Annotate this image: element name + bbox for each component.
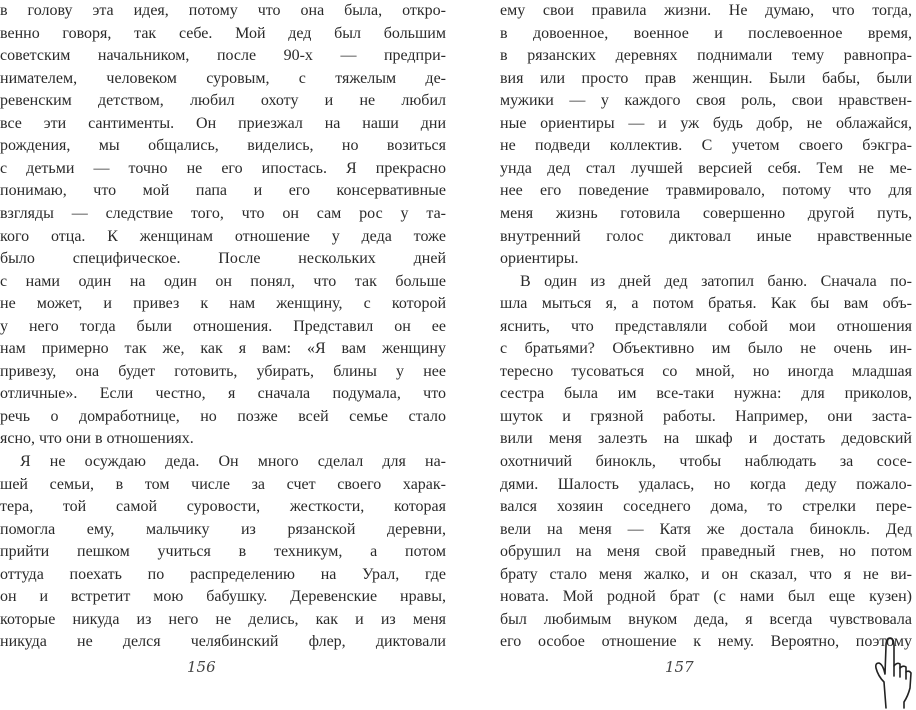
left-page-line: рождения, мы общались, виделись, но возиться xyxy=(0,137,446,155)
left-page-line: у него тогда были отношения. Представил он ее xyxy=(0,317,446,335)
right-page-line: вили меня залезть на шкаф и достать дедовский xyxy=(500,430,912,448)
right-page-line: вели на меня — Катя же достала бинокль. Дед xyxy=(500,520,912,538)
left-page-line: привезу, она будет готовить, убирать, блины у нее xyxy=(0,362,446,380)
left-page-line: которые никуда из него не делись, как и из меня xyxy=(0,610,446,628)
right-page xyxy=(458,0,916,710)
right-page-line: нее его поведение травмировало, потому что для xyxy=(500,182,912,200)
left-page-line: не может, и привез к нам женщину, с которой xyxy=(0,295,446,313)
left-page-line: в голову эта идея, потому что она была, откро- xyxy=(0,2,446,19)
right-page-line: вался хозяин соседнего дома, то стрелки пере- xyxy=(500,498,912,516)
left-page-line: с нами один на один он понял, что так больше xyxy=(0,272,446,290)
right-page-line: мужики — у каждого своя роль, свои нравствен- xyxy=(500,92,912,110)
right-page-line: новата. Мой родной брат (с нами был еще кузен) xyxy=(500,588,912,606)
right-page-line: ему свои правила жизни. Не думаю, что тогда, xyxy=(500,2,912,19)
left-page-line: шей семьи, в том числе за счет своего харак- xyxy=(0,475,446,493)
left-page-line: нам примерно так же, как я вам: «Я вам женщину xyxy=(0,340,446,358)
right-page-line: обрушил на меня свой праведный гнев, но потом xyxy=(500,543,912,561)
left-page-line: прийти пешком учиться в техникум, а потом xyxy=(0,543,446,561)
right-page-line: не подведи коллектив. С учетом своего бэкгра- xyxy=(500,137,912,155)
right-page-line: дями. Шалость удалась, но когда деду пожало- xyxy=(500,475,912,493)
left-page-line: кого отца. К женщинам отношение у деда тоже xyxy=(0,227,446,245)
right-page-line: яснить, что представляли собой мои отношения xyxy=(500,317,912,335)
left-page-line: отличные». Если честно, я сначала подумала, что xyxy=(0,385,446,403)
hand-gesture-icon xyxy=(866,632,916,710)
right-page-line: унда дед стал лучшей версией себя. Тем не ме- xyxy=(500,159,912,177)
left-page-line: советским начальником, после 90-х — предпри- xyxy=(0,47,446,65)
right-page-line: в довоенное, военное и послевоенное время, xyxy=(500,24,912,42)
left-page-line: ревенским детством, любил охоту и не любил xyxy=(0,92,446,110)
left-page-line: все эти сантименты. Он приезжал на наши дни xyxy=(0,114,446,132)
right-page-line: ориентиры. xyxy=(500,250,579,268)
right-page-line: тересно тусоваться со мной, но иногда младшая xyxy=(500,362,912,380)
page-number-left: 156 xyxy=(187,658,216,676)
right-page-line: сестра была им все-таки нужна: для приколов, xyxy=(500,385,912,403)
left-page-line: оттуда поехать по распределению на Урал, где xyxy=(0,565,446,583)
right-page-line: был любимым внуком деда, я всегда чувствовала xyxy=(500,610,912,628)
right-page-line: шуток и грязной работы. Например, они заста- xyxy=(500,407,912,425)
left-page-line: никуда не делся челябинский флер, диктовали xyxy=(0,633,446,651)
right-page-line: В один из дней дед затопил баню. Сначала по- xyxy=(520,272,912,290)
left-page-line: нимателем, человеком суровым, с тяжелым де- xyxy=(0,69,446,87)
left-page-line: с детьми — точно не его ипостась. Я прекрасно xyxy=(0,159,446,177)
left-page-line: он и встретит мою бабушку. Деревенские нравы, xyxy=(0,588,446,606)
right-page-line: меня жизнь готовила совершенно другой путь, xyxy=(500,204,912,222)
left-page-line: венно говоря, так себе. Мой дед был большим xyxy=(0,24,446,42)
right-page-line: его особое отношение к нему. Вероятно, поэтому xyxy=(500,633,912,651)
left-page-line: ясно, что они в отношениях. xyxy=(0,430,194,448)
right-page-line: ные ориентиры — и уж будь добр, не облажайся, xyxy=(500,114,912,132)
left-page-line: понимаю, что мой папа и его консервативные xyxy=(0,182,446,200)
right-page-line: шла мыться я, а потом братья. Как бы вам объ- xyxy=(500,295,912,313)
right-page-line: брату стало меня жалко, и он сказал, что я не ви- xyxy=(500,565,912,583)
left-page-line: Я не осуждаю деда. Он много сделал для на- xyxy=(20,453,446,470)
left-page-line: было специфическое. После нескольких дней xyxy=(0,250,446,268)
right-page-line: с братьями? Объективно им было не очень ин- xyxy=(500,340,912,358)
page-number-right: 157 xyxy=(665,658,694,676)
right-page-line: охотничий бинокль, чтобы наблюдать за сосе- xyxy=(500,453,912,470)
left-page-line: речь о домработнице, но позже всей семье стало xyxy=(0,407,446,425)
right-page-line: в рязанских деревнях поднимали тему равнопра- xyxy=(500,47,912,65)
left-page-line: тера, той самой суровости, жесткости, которая xyxy=(0,498,446,516)
left-page-line: взгляды — следствие того, что он сам рос у та- xyxy=(0,204,446,222)
right-page-line: вия или просто прав женщин. Были бабы, были xyxy=(500,69,912,87)
left-page-line: помогла ему, мальчику из рязанской деревни, xyxy=(0,520,446,538)
right-page-line: внутренний голос диктовал иные нравственные xyxy=(500,227,912,245)
